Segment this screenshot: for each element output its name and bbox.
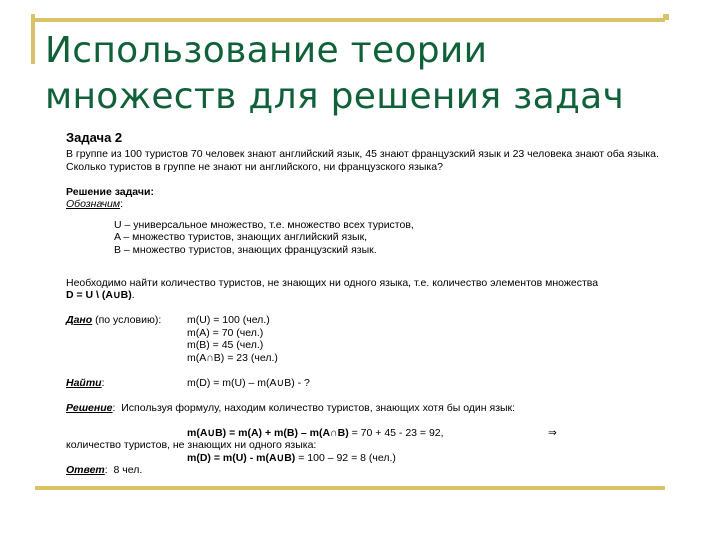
answer-line bbox=[66, 464, 686, 477]
need-end: . bbox=[131, 289, 135, 301]
notation-label: Обозначим bbox=[66, 198, 121, 210]
given-note: (по условию): bbox=[92, 314, 162, 326]
find-row bbox=[66, 377, 686, 390]
given-row-2 bbox=[66, 327, 686, 340]
given-label: Дано bbox=[66, 314, 93, 326]
need-set: D = U \ (A∪B) bbox=[66, 289, 132, 301]
notation-item-a: A – множество туристов, знающих английский язык, bbox=[114, 231, 368, 243]
find-colon: : bbox=[101, 376, 105, 389]
need-text: Необходимо найти количество туристов, не знающих ни одного языка, т.е. количество элементов множества bbox=[66, 276, 599, 289]
formula-1-result: = 70 + 45 - 23 = 92, bbox=[348, 426, 444, 439]
notation-item-u: U – универсальное множество, т.е. множество всех туристов, bbox=[114, 218, 414, 231]
solution-heading: Решение задачи: bbox=[66, 185, 154, 198]
given-row-3 bbox=[66, 339, 686, 352]
frame-top-line bbox=[35, 18, 665, 22]
given-value: m(A) = 70 (чел.) bbox=[187, 326, 264, 339]
solution-label: Решение bbox=[66, 401, 113, 414]
answer-colon: : bbox=[104, 464, 108, 476]
given-value: m(U) = 100 (чел.) bbox=[187, 314, 270, 326]
formula-2: m(D) = m(U) - m(A∪B) bbox=[187, 451, 296, 464]
solution-colon: : bbox=[112, 401, 116, 414]
formula-1-row bbox=[66, 427, 686, 440]
notation-colon: : bbox=[120, 198, 123, 210]
count-text: количество туристов, не знающих ни одного языка: bbox=[66, 439, 317, 451]
slide-title: Использование теории множеств для решения задач bbox=[45, 30, 625, 117]
given-value: m(A∩B) = 23 (чел.) bbox=[187, 351, 278, 364]
implies-symbol: ⇒ bbox=[548, 426, 557, 439]
frame-corner bbox=[663, 14, 669, 20]
answer-label: Ответ bbox=[66, 464, 105, 476]
given-value: m(B) = 45 (чел.) bbox=[187, 339, 264, 351]
given-row-1 bbox=[66, 314, 686, 327]
find-label: Найти bbox=[66, 376, 102, 389]
formula-1: m(A∪B) = m(A) + m(B) – m(A∩B) bbox=[187, 426, 349, 439]
notation-item-b: B – множество туристов, знающих французский язык. bbox=[114, 243, 377, 256]
task-heading: Задача 2 bbox=[66, 130, 123, 145]
solution-line bbox=[66, 402, 686, 415]
given-row-4 bbox=[66, 352, 686, 365]
answer-value: 8 чел. bbox=[113, 464, 143, 476]
need-set-line bbox=[66, 289, 686, 302]
slide-content bbox=[66, 130, 686, 477]
frame-bottom-line bbox=[35, 486, 665, 490]
solution-text: Используя формулу, находим количество туристов, знающих хотя бы один язык: bbox=[121, 401, 516, 414]
task-statement: В группе из 100 туристов 70 человек знают английский язык, 45 знают французский язык и 23 человека знают оба языка. Сколько туристов в группе не знают ни английского, ни французского языка? bbox=[66, 148, 659, 173]
given-label-group bbox=[66, 314, 161, 327]
find-value: m(D) = m(U) – m(A∪B) - ? bbox=[187, 376, 310, 389]
notation-line bbox=[66, 198, 686, 211]
formula-2-line bbox=[66, 452, 686, 465]
formula-2-result: = 100 – 92 = 8 (чел.) bbox=[295, 451, 396, 464]
